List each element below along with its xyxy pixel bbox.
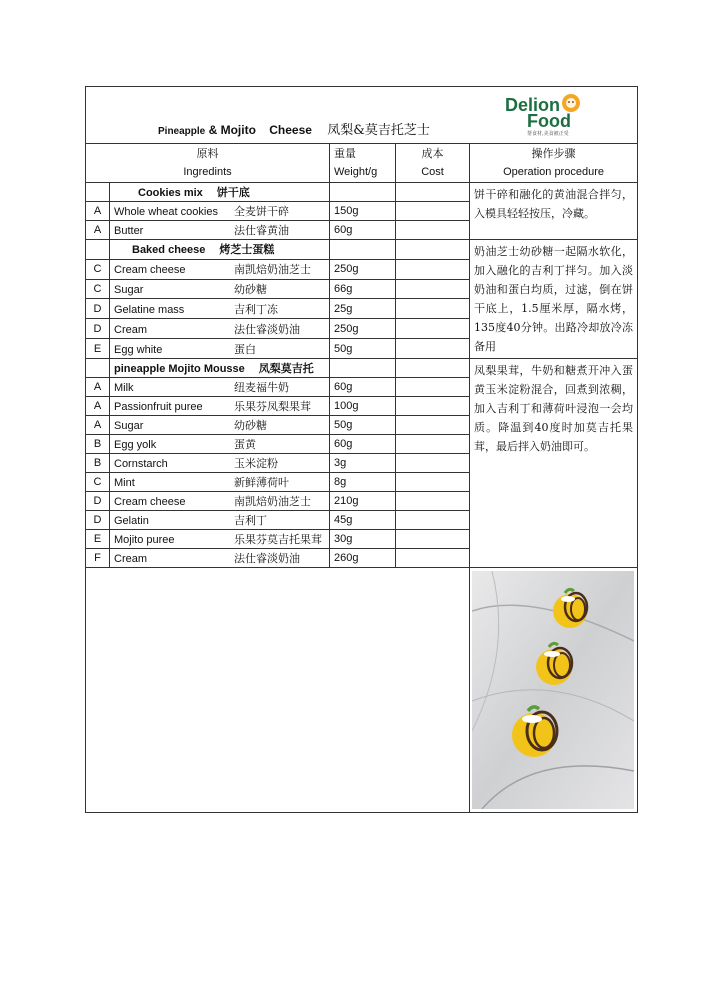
cost-cell — [396, 259, 470, 279]
weight-cell: 210g — [330, 492, 396, 511]
section-name — [110, 359, 330, 378]
section-name-en: pineapple Mojito Mousse — [114, 363, 245, 375]
group-cell: E — [86, 339, 110, 359]
ingredient-zh: 幼砂糖 — [234, 283, 267, 297]
cost-cell — [396, 397, 470, 416]
cost-cell — [396, 473, 470, 492]
header-weight: 重量 Weight/g — [330, 144, 396, 183]
weight-cell: 60g — [330, 435, 396, 454]
cost-cell — [396, 416, 470, 435]
cost-cell — [396, 359, 470, 378]
section-name-en: Cookies mix — [138, 187, 203, 199]
section-name-zh: 凤梨莫吉托 — [258, 362, 314, 375]
cost-cell — [396, 549, 470, 568]
page-title — [158, 119, 430, 138]
ingredient-zh: 吉利丁冻 — [234, 302, 278, 316]
group-cell — [86, 240, 110, 260]
procedure-text: 凤梨果茸，牛奶和糖煮开冲入蛋黄玉米淀粉混合，回煮到浓稠，加入吉利丁和薄荷叶浸泡一会均质。降温到40度时加莫吉托果茸，最后拌入奶油即可。 — [470, 359, 638, 568]
ingredient-en: Mint — [114, 477, 135, 489]
ingredient-en: Sugar — [114, 420, 144, 432]
ingredient-cell — [110, 530, 330, 549]
ingredient-en: Butter — [114, 225, 144, 237]
section-name-zh: 烤芝士蛋糕 — [219, 243, 275, 257]
ingredient-en: Milk — [114, 382, 134, 394]
section-header-row — [86, 359, 638, 378]
weight-cell: 66g — [330, 279, 396, 299]
ingredient-en: Cream — [114, 553, 148, 565]
group-cell: A — [86, 416, 110, 435]
ingredient-zh: 法仕睿淡奶油 — [234, 552, 300, 565]
ingredient-zh: 全麦饼干碎 — [234, 205, 289, 218]
cost-cell — [396, 319, 470, 339]
weight-cell — [330, 359, 396, 378]
weight-cell: 3g — [330, 454, 396, 473]
weight-cell: 60g — [330, 378, 396, 397]
group-cell: D — [86, 299, 110, 319]
section-name — [110, 183, 330, 202]
header-ingredients: 原料 Ingredints — [86, 144, 330, 183]
ingredient-cell — [110, 549, 330, 568]
blank-cell — [86, 568, 470, 813]
ingredient-en: Gelatine mass — [114, 303, 185, 316]
group-cell: A — [86, 221, 110, 240]
header-cost: 成本 Cost — [396, 144, 470, 183]
group-cell: D — [86, 319, 110, 339]
weight-cell: 150g — [330, 202, 396, 221]
ingredient-cell — [110, 473, 330, 492]
weight-cell: 25g — [330, 299, 396, 319]
group-cell: C — [86, 259, 110, 279]
ingredient-en: Sugar — [114, 284, 144, 297]
ingredient-en: Egg yolk — [114, 439, 157, 451]
ingredient-cell — [110, 319, 330, 339]
cost-cell — [396, 378, 470, 397]
ingredient-zh: 蛋黄 — [234, 438, 256, 451]
ingredient-cell — [110, 202, 330, 221]
logo-word-delion: Delion — [505, 95, 561, 115]
ingredient-zh: 法仕睿淡奶油 — [234, 322, 300, 336]
group-cell: F — [86, 549, 110, 568]
dessert-photo — [472, 571, 634, 809]
group-cell: B — [86, 454, 110, 473]
ingredient-en: Cream cheese — [114, 264, 186, 277]
ingredient-cell — [110, 279, 330, 299]
ingredient-en: Mojito puree — [114, 534, 175, 546]
weight-cell: 50g — [330, 339, 396, 359]
group-cell: E — [86, 530, 110, 549]
ingredient-en: Gelatin — [114, 515, 149, 527]
lion-head-icon — [505, 91, 585, 137]
photo-row — [86, 568, 638, 813]
delion-food-logo — [505, 91, 585, 137]
cost-cell — [396, 299, 470, 319]
ingredient-zh: 玉米淀粉 — [234, 457, 278, 470]
cost-cell — [396, 221, 470, 240]
ingredient-cell — [110, 416, 330, 435]
group-cell: C — [86, 279, 110, 299]
ingredient-cell — [110, 435, 330, 454]
ingredient-en: Cornstarch — [114, 458, 168, 470]
group-cell: D — [86, 511, 110, 530]
header-procedure: 操作步骤 Operation procedure — [470, 144, 638, 183]
cost-cell — [396, 530, 470, 549]
weight-cell — [330, 183, 396, 202]
cost-cell — [396, 492, 470, 511]
group-cell — [86, 183, 110, 202]
ingredient-cell — [110, 378, 330, 397]
ingredient-zh: 南凯焙奶油芝士 — [234, 263, 311, 277]
section-name-en: Baked cheese — [132, 244, 206, 257]
title-zh: 凤梨&莫吉托芝士 — [327, 123, 430, 138]
ingredient-zh: 乐果芬凤梨果茸 — [234, 400, 311, 413]
cost-cell — [396, 240, 470, 260]
ingredient-cell — [110, 397, 330, 416]
recipe-table — [85, 86, 638, 813]
ingredient-zh: 蛋白 — [234, 342, 256, 356]
group-cell — [86, 359, 110, 378]
weight-cell: 250g — [330, 259, 396, 279]
cost-cell — [396, 435, 470, 454]
ingredient-en: Cream cheese — [114, 496, 186, 508]
group-cell: B — [86, 435, 110, 454]
ingredient-en: Passionfruit puree — [114, 401, 203, 413]
ingredient-zh: 南凯焙奶油芝士 — [234, 495, 311, 508]
title-cell — [86, 87, 638, 144]
cost-cell — [396, 454, 470, 473]
logo-tagline: 帮食材,美食被正受 — [527, 131, 569, 137]
ingredient-zh: 吉利丁 — [234, 514, 267, 527]
ingredient-cell — [110, 339, 330, 359]
recipe-sheet — [85, 86, 637, 804]
ingredient-en: Cream — [114, 323, 148, 336]
ingredient-zh: 新鲜薄荷叶 — [234, 476, 289, 489]
cost-cell — [396, 183, 470, 202]
ingredient-zh: 乐果芬莫吉托果茸 — [234, 533, 322, 546]
ingredient-cell — [110, 221, 330, 240]
title-en-pineapple: Pineapple — [158, 126, 206, 137]
ingredient-en: Whole wheat cookies — [114, 206, 218, 218]
photo-cell — [470, 568, 638, 813]
ingredient-en: Egg white — [114, 343, 163, 356]
ingredient-cell — [110, 259, 330, 279]
cost-cell — [396, 202, 470, 221]
ingredient-cell — [110, 454, 330, 473]
section-name-zh: 饼干底 — [216, 186, 250, 199]
group-cell: C — [86, 473, 110, 492]
weight-cell: 8g — [330, 473, 396, 492]
cost-cell — [396, 511, 470, 530]
section-header-row — [86, 240, 638, 260]
weight-cell — [330, 240, 396, 260]
weight-cell: 60g — [330, 221, 396, 240]
weight-cell: 250g — [330, 319, 396, 339]
ingredient-zh: 法仕睿黄油 — [234, 224, 289, 237]
logo-word-food: Food — [527, 111, 572, 131]
ingredient-zh: 幼砂糖 — [234, 419, 267, 432]
group-cell: D — [86, 492, 110, 511]
ingredient-cell — [110, 492, 330, 511]
cost-cell — [396, 279, 470, 299]
procedure-text: 饼干碎和融化的黄油混合拌匀，入模具轻轻按压，冷藏。 — [470, 183, 638, 240]
group-cell: A — [86, 378, 110, 397]
section-name — [110, 240, 330, 260]
group-cell: A — [86, 202, 110, 221]
header-row — [86, 144, 638, 183]
cost-cell — [396, 339, 470, 359]
ingredient-zh: 纽麦福牛奶 — [234, 381, 289, 394]
title-en-rest: & Mojito Cheese — [208, 123, 312, 137]
weight-cell: 30g — [330, 530, 396, 549]
weight-cell: 260g — [330, 549, 396, 568]
ingredient-cell — [110, 511, 330, 530]
weight-cell: 50g — [330, 416, 396, 435]
weight-cell: 45g — [330, 511, 396, 530]
procedure-text: 奶油芝士幼砂糖一起隔水软化，加入融化的吉利丁拌匀。加入淡奶油和蛋白均质，过滤，倒在饼干底上，1.5厘米厚，隔水烤，135度40分钟。出路冷却放冷冻备用 — [470, 240, 638, 359]
ingredient-cell — [110, 299, 330, 319]
weight-cell: 100g — [330, 397, 396, 416]
section-header-row — [86, 183, 638, 202]
group-cell: A — [86, 397, 110, 416]
